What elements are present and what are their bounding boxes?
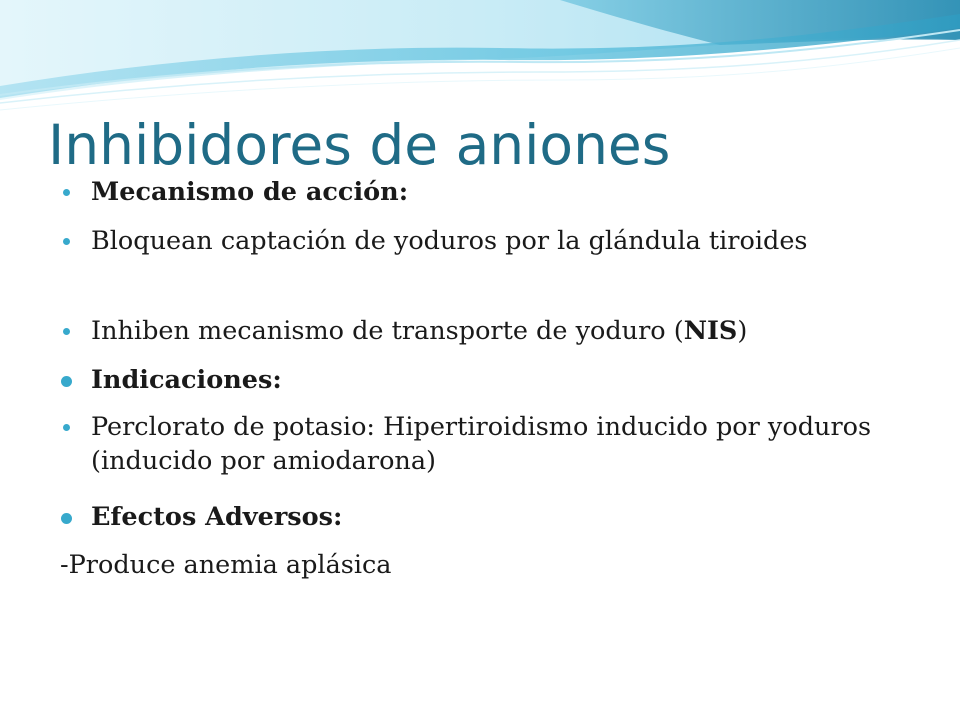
bullet-text <box>60 314 940 348</box>
bullet-item-adverse-effects <box>60 500 940 534</box>
bullet-dot-icon <box>60 175 80 209</box>
bullet-item-anemia <box>60 548 940 582</box>
bullet-text: Bloquean captación de yoduros por la glándula tiroides <box>91 226 808 256</box>
slide-title: Inhibidores de aniones <box>48 113 671 177</box>
bullet-item-blocking <box>60 224 940 258</box>
bullet-dot-icon <box>60 363 80 397</box>
bullet-text: Indicaciones: <box>91 365 282 395</box>
bullet-dot-icon <box>60 314 80 348</box>
bullet-text: Efectos Adversos: <box>91 502 343 532</box>
header-wave-decoration <box>0 0 960 120</box>
bullet-item-inhibition <box>60 314 940 348</box>
bullet-item-mechanism <box>60 175 940 209</box>
bullet-item-perchlorate <box>60 410 940 478</box>
bullet-text-start: Inhiben mecanismo de transporte de yoduro ( <box>91 316 684 346</box>
bullet-dot-icon <box>60 500 80 534</box>
bullet-text-end: ) <box>737 316 748 346</box>
bullet-text: Mecanismo de acción: <box>91 177 409 207</box>
bullet-item-indications <box>60 363 940 397</box>
bullet-text: -Produce anemia aplásica <box>60 550 392 580</box>
bullet-text: Perclorato de potasio: Hipertiroidismo inducido por yoduros (inducido por amiodarona) <box>91 412 872 476</box>
bullet-dot-icon <box>60 224 80 258</box>
bullet-text-nis: NIS <box>683 316 738 346</box>
bullet-dot-icon <box>60 410 80 444</box>
